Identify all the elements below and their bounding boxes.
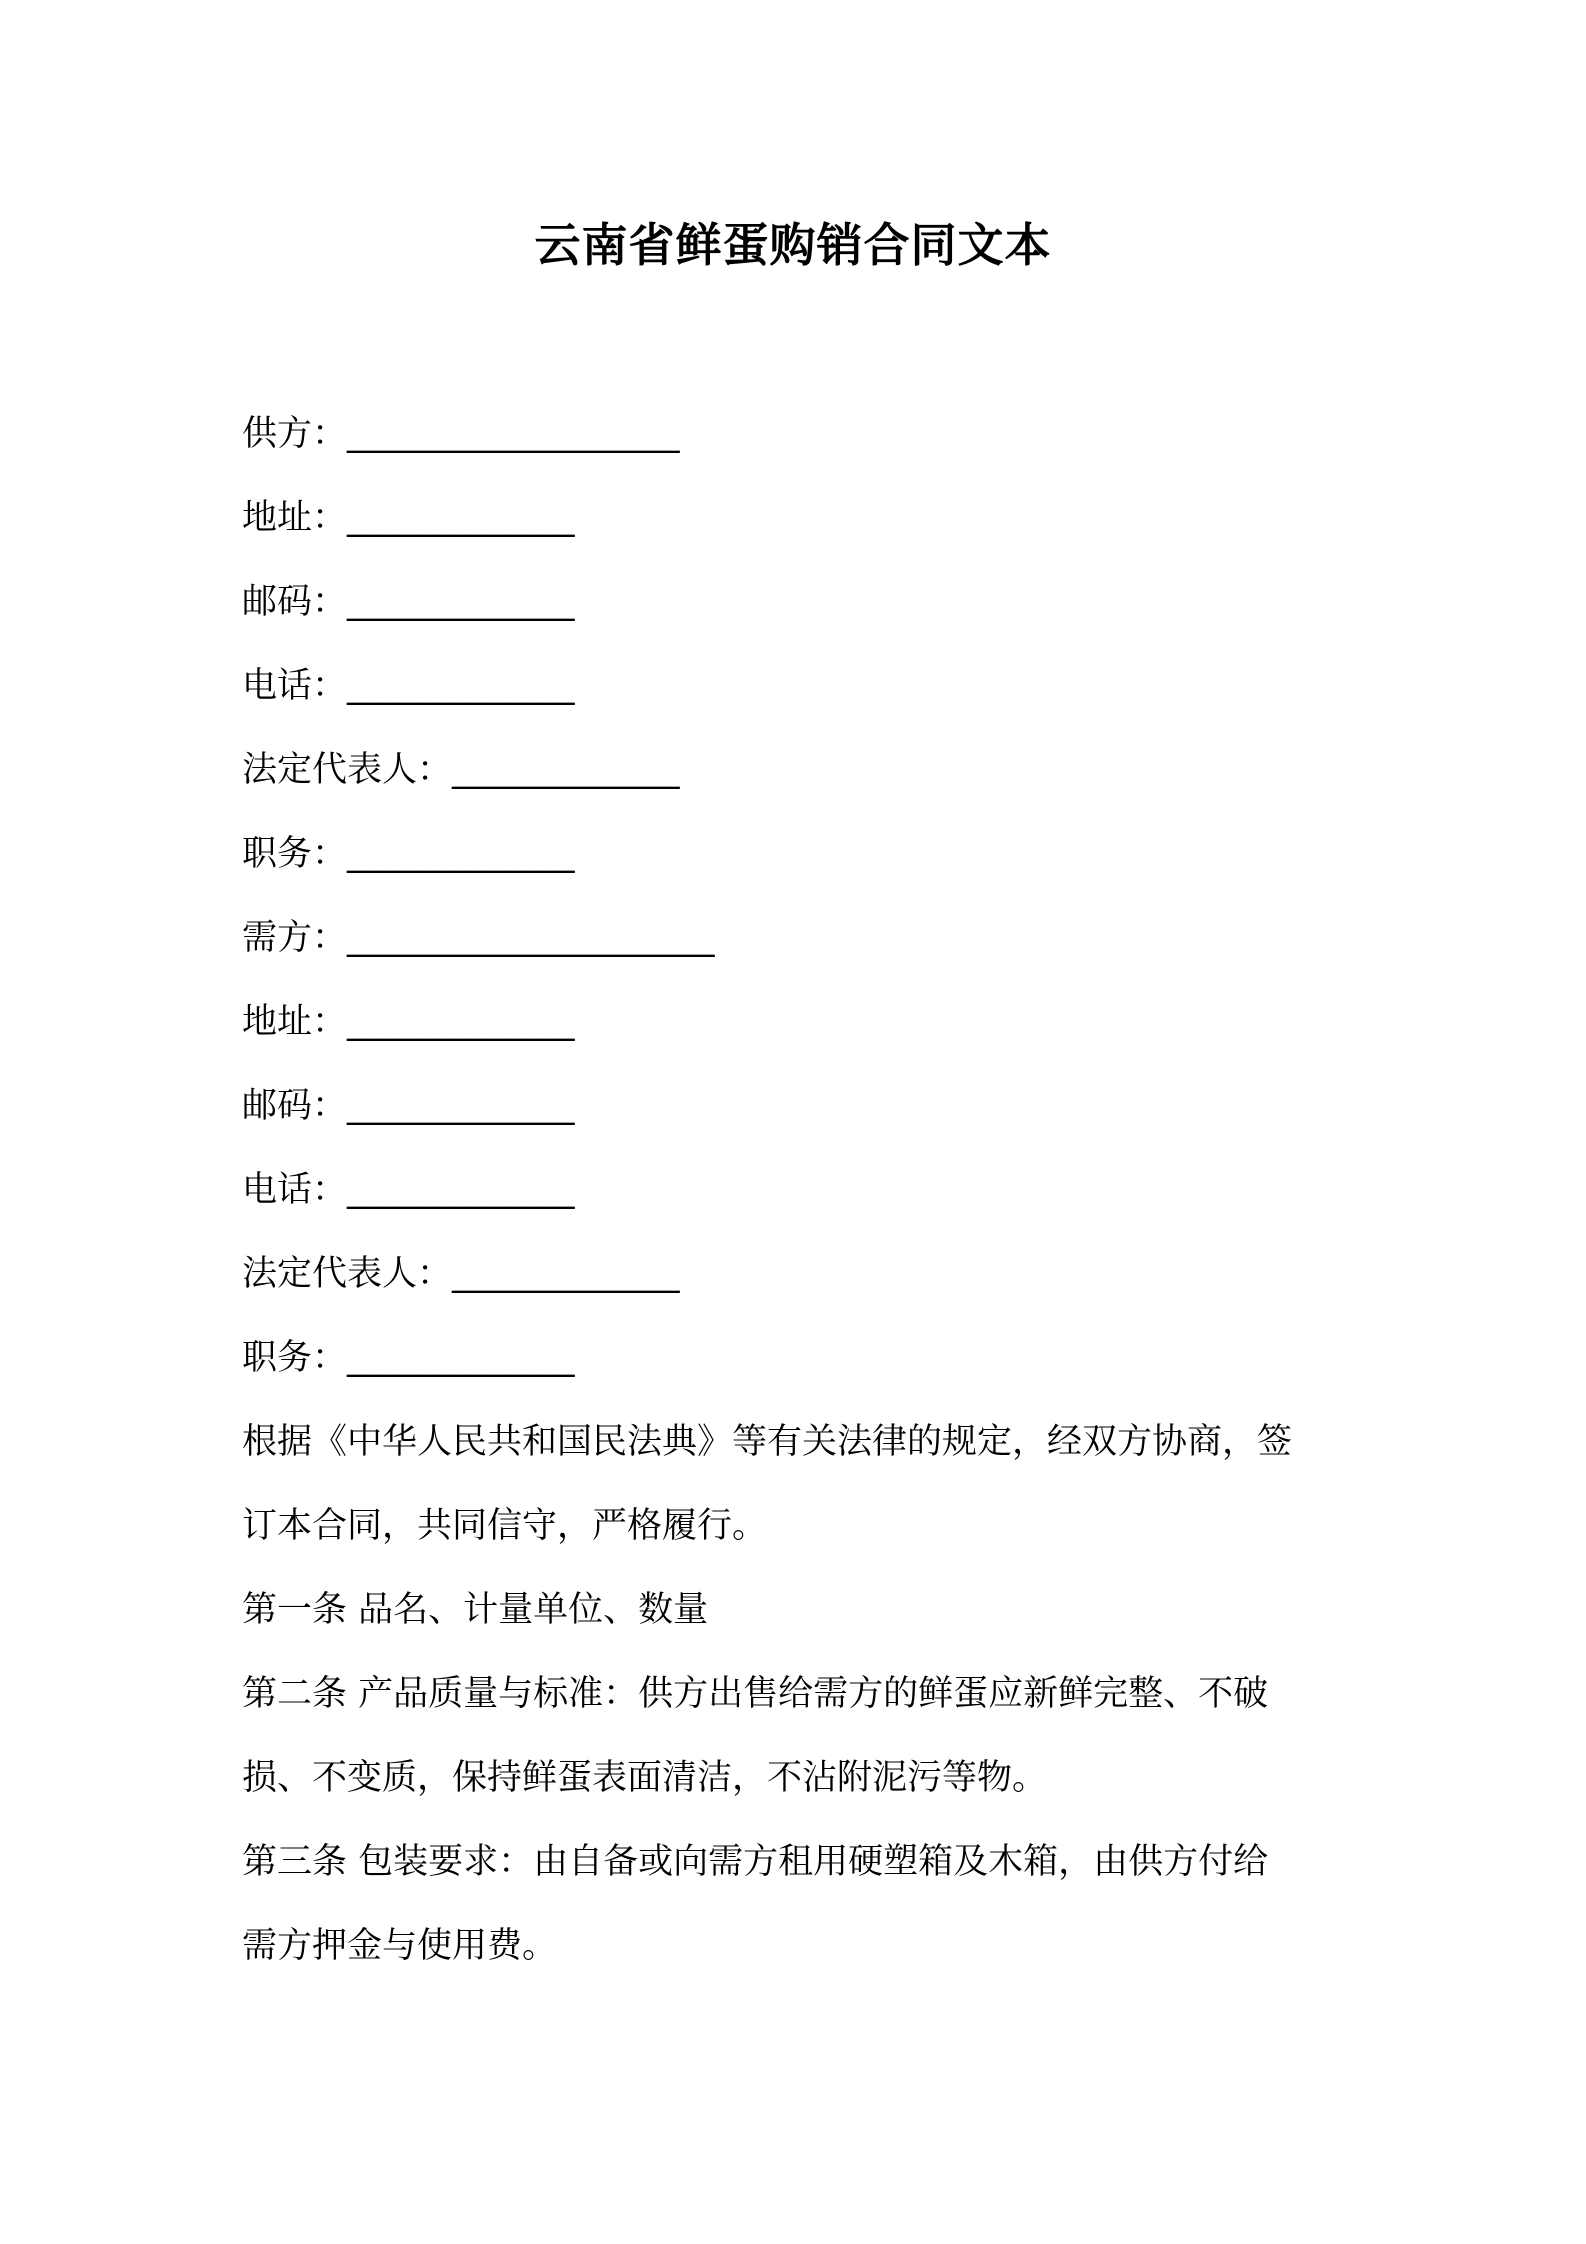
field-label: 供方： xyxy=(242,414,348,454)
field-blank: ___________________ xyxy=(347,414,680,454)
document-title: 云南省鲜蛋购销合同文本 xyxy=(534,218,1052,272)
paragraph-line: 第一条 品名、计量单位、数量 xyxy=(242,1590,709,1630)
field-line xyxy=(242,576,1362,660)
field-blank: _____________ xyxy=(347,498,575,538)
field-blank: _____________ xyxy=(347,582,575,622)
field-blank: _____________ xyxy=(347,834,575,874)
paragraph-line: 第三条 包装要求：由自备或向需方租用硬塑箱及木箱，由供方付给 xyxy=(242,1842,1269,1882)
field-line xyxy=(242,744,1362,828)
paragraph-article-1 xyxy=(242,1584,1362,1668)
field-line xyxy=(242,660,1362,744)
field-blank: _____________ xyxy=(347,666,575,706)
field-line xyxy=(242,492,1362,576)
field-label: 电话： xyxy=(242,666,348,706)
field-label: 地址： xyxy=(242,498,348,538)
field-blank: _____________ xyxy=(347,1086,575,1126)
field-line xyxy=(242,1248,1362,1332)
field-blank: _____________ xyxy=(347,1002,575,1042)
paragraph-line: 第二条 产品质量与标准：供方出售给需方的鲜蛋应新鲜完整、不破 xyxy=(242,1674,1269,1714)
document-body xyxy=(242,408,1362,2004)
field-blank: _____________________ xyxy=(347,918,715,958)
field-label: 邮码： xyxy=(242,1086,348,1126)
field-label: 地址： xyxy=(242,1002,348,1042)
field-line xyxy=(242,408,1362,492)
field-blank: _____________ xyxy=(347,1170,575,1210)
field-line xyxy=(242,996,1362,1080)
paragraph-preamble xyxy=(242,1416,1362,1584)
paragraph-line: 订本合同，共同信守，严格履行。 xyxy=(242,1506,768,1546)
field-label: 邮码： xyxy=(242,582,348,622)
field-label: 电话： xyxy=(242,1170,348,1210)
field-label: 法定代表人： xyxy=(242,750,453,790)
paragraph-article-3 xyxy=(242,1836,1362,2004)
field-label: 需方： xyxy=(242,918,348,958)
field-blank: _____________ xyxy=(452,1254,680,1294)
paragraph-line: 根据《中华人民共和国民法典》等有关法律的规定，经双方协商，签 xyxy=(242,1422,1293,1462)
field-line xyxy=(242,1080,1362,1164)
field-label: 法定代表人： xyxy=(242,1254,453,1294)
field-blank: _____________ xyxy=(452,750,680,790)
paragraph-line: 需方押金与使用费。 xyxy=(242,1926,558,1966)
field-line xyxy=(242,1164,1362,1248)
field-label: 职务： xyxy=(242,1338,348,1378)
field-line xyxy=(242,912,1362,996)
paragraph-article-2 xyxy=(242,1668,1362,1836)
field-line xyxy=(242,828,1362,912)
field-line xyxy=(242,1332,1362,1416)
paragraph-line: 损、不变质，保持鲜蛋表面清洁，不沾附泥污等物。 xyxy=(242,1758,1048,1798)
field-label: 职务： xyxy=(242,834,348,874)
field-blank: _____________ xyxy=(347,1338,575,1378)
